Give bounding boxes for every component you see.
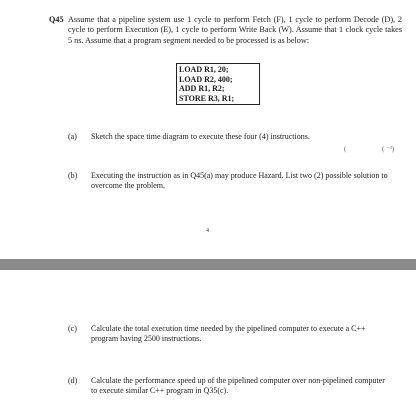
code-block (176, 63, 260, 105)
code-line: LOAD R1, 20; (179, 65, 229, 74)
page-number: 4 (206, 228, 209, 234)
part-b-label: (b) (68, 171, 78, 180)
code-line: LOAD R2, 400; (179, 74, 233, 84)
code-line: STORE R3, R1; (179, 93, 235, 103)
document-page-bottom (0, 270, 416, 417)
part-c-text: Calculate the total execution time needed by the pipelined computer to execute a C++ program having 2500 instructions. (91, 324, 366, 343)
question-number: Q45 (49, 15, 64, 24)
page-separator (0, 259, 416, 270)
part-b-text: Executing the instruction as in Q45(a) may produce Hazard. List two (2) possible solution to overcome the problem. (91, 171, 388, 190)
stray-mark-left: ( (344, 145, 347, 153)
stray-mark-right: ( ⁻³) (382, 145, 395, 153)
code-line: ADD R1, R2; (179, 84, 225, 94)
question-text: Assume that a pipeline system use 1 cycle to perform Fetch (F), 1 cycle to perform Decode (D), 2 cycle to perform Execution (E), 1 cycle to perform Write Back (W). Assume that 1 clock cycle takes 5 ns. Assume that a program segment needed to be processed is as below: (68, 15, 402, 45)
part-a-text: Sketch the space time diagram to execute these four (4) instructions. (91, 132, 310, 141)
part-c-label: (c) (68, 324, 77, 333)
part-a-label: (a) (68, 132, 77, 141)
part-d-label: (d) (68, 376, 78, 385)
part-d-text: Calculate the performance speed up of the pipelined computer over non-pipelined computer to execute similar C++ program in Q35(c). (91, 376, 385, 395)
